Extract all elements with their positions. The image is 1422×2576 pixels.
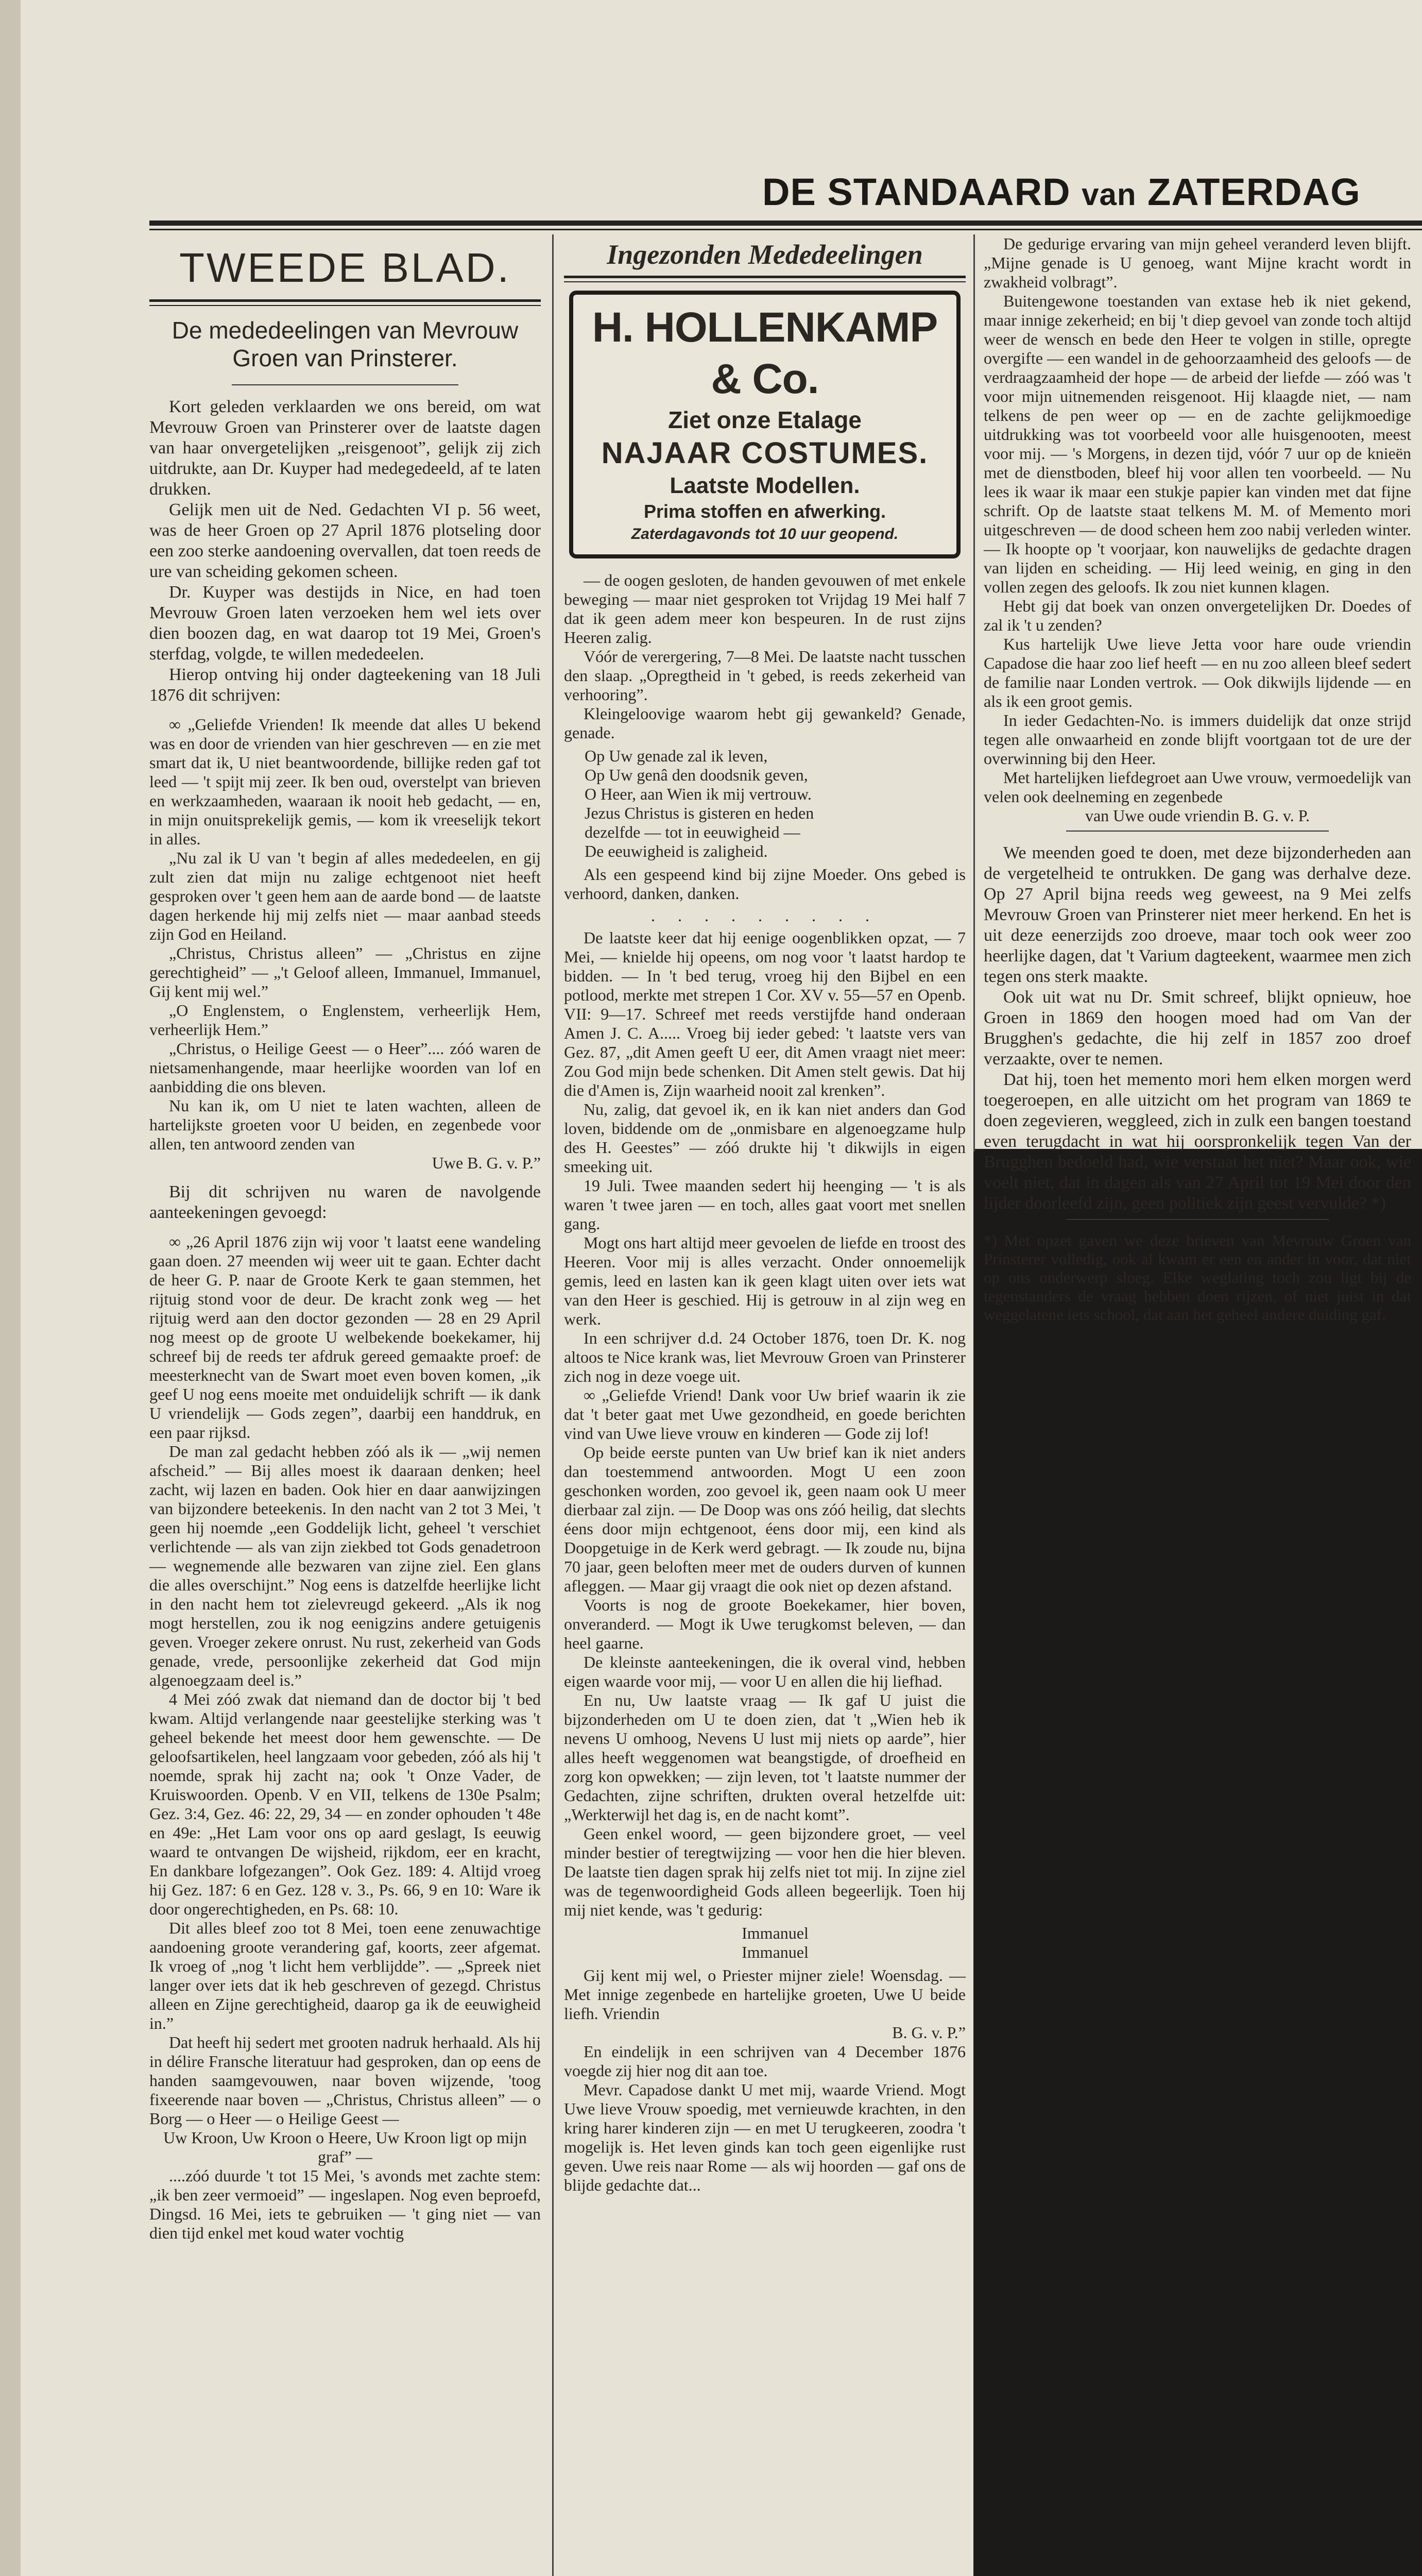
paragraph: Gelijk men uit de Ned. Gedachten VI p. 56 weet, was de heer Groen op 27 April 1876 plotseling door een zoo sterke aandoening overvallen, dat toen reeds de ure van scheiding gekomen scheen.: [149, 500, 541, 581]
masthead-day: ZATERDAG: [1147, 171, 1361, 213]
paragraph: Gij kent mij wel, o Priester mijner ziele! Woensdag. — Met innige zegenbede en hartelijke groeten, Uwe U beide liefh. Vriendin: [564, 1966, 966, 2023]
paragraph: ∞ „Geliefde Vriend! Dank voor Uw brief waarin ik zie dat 't beter gaat met Uwe gezondheid, en goede berichten vind van Uwe lieve vrouw en kinderen — Gode zij lof!: [564, 1386, 966, 1443]
paragraph: Bij dit schrijven nu waren de navolgende aanteekeningen gevoegd:: [149, 1182, 541, 1222]
section-rule: [149, 299, 541, 306]
ad-line: NAJAAR COSTUMES.: [601, 436, 929, 470]
paragraph: En eindelijk in een schrijven van 4 December 1876 voegde zij hier nog dit aan toe.: [564, 2042, 966, 2080]
article-column-3: [984, 234, 1411, 1324]
notes-paragraph: De man zal gedacht hebben zóó als ik — „wij nemen afscheid.” — Bij alles moest ik daaraan denken; heel zacht, wij lazen en baden. Ook hier en daar aanwijzingen van bijzondere beteekenis. In den nacht van 2 tot 3 Mei, 't geen hij noemde „een Goddelijk licht, geheel 't verschiet verlichtende — als van zijn ziekbed tot Gods genadetroon — wegnemende alle bezwaren van zijne ziel. Een glans die alles overschijnt.” Nog eens is datzelfde heerlijke licht in den nacht hem tot zielevreugd gekeerd. „Als ik nog mogt herstellen, zou ik nog eenigzins andere getuigenis geven. Vroeger zekere onrust. Nu rust, zekerheid van Gods genade, vrede, persoonlijke zekerheid dat God mijn algenoegzaam deel is.”: [149, 1442, 541, 1689]
paragraph: De gedurige ervaring van mijn geheel veranderd leven blijft. „Mijne genade is U genoeg, want Mijne kracht wordt in zwakheid volbragt”.: [984, 234, 1411, 291]
paragraph: Ook uit wat nu Dr. Smit schreef, blijkt opnieuw, hoe Groen in 1869 den hoogen moed had om Van der Brugghen's gedachte, die hij zelf in 1857 zoo droef verzaakte, over te nemen.: [984, 988, 1411, 1069]
footnote-rule: [1066, 1219, 1329, 1220]
article-column-1: [149, 234, 541, 2576]
letter-signature: B. G. v. P.”: [892, 2023, 966, 2042]
top-rule-thin: [149, 229, 1422, 230]
ad-firm-name: H. HOLLENKAMP & Co.: [592, 304, 938, 402]
paragraph: 19 Juli. Twee maanden sedert hij heenging — 't is als waren 't twee jaren — en toch, alles gaat voort met snellen gang.: [564, 1176, 966, 1233]
notes-block: [149, 1232, 541, 2243]
ad-section-header: Ingezonden Mededeelingen: [607, 239, 923, 270]
paragraph: Kus hartelijk Uwe lieve Jetta voor hare oude vriendin Capadose die haar zoo lief heeft — en nu zoo alleen bleef sedert de familie naar Londen vertrok. — Ook dikwijls lijdende — en als ik een groot gemis.: [984, 635, 1411, 710]
letter-signature: van Uwe oude vriendin B. G. v. P.: [1085, 806, 1310, 825]
ad-line: Prima stoffen en afwerking.: [643, 501, 886, 522]
letter-paragraph: Nu kan ik, om U niet te laten wachten, alleen de hartelijkste groeten voor U beiden, en zegenbede voor allen, ten antwoord zenden van: [149, 1096, 541, 1153]
continued-text: [564, 571, 966, 2195]
poem-line: dezelfde — tot in eeuwigheid —: [585, 823, 800, 841]
letter-paragraph: „Nu zal ik U van 't begin af alles mededeelen, en gij zult zien dat mijn nu zalige echtgenoot niet heeft gesproken over 't geen hem aan de aarde bond — de laatste dagen herkende hij mij zelfs niet — maar aanbad steeds zijn God en Heiland.: [149, 849, 541, 943]
notes-paragraph: Dat heeft hij sedert met grooten nadruk herhaald. Als hij in délire Fransche literatuur had gesproken, dan op eens de handen saamgevouwen, naar boven wijzende, 'toog fixeerende naar boven — „Christus, Christus alleen” — o Borg — o Heer — o Heilige Geest —: [149, 2033, 541, 2128]
poem-line: Op Uw genade zal ik leven,: [585, 747, 768, 765]
paragraph: Mogt ons hart altijd meer gevoelen de liefde en troost des Heeren. Voor mij is alles verzacht. Onder onnoemelijk gemis, leed en lasten kan ik geen klagt uiten over iets wat van den Heer is geschied. Hij is getrouw in al zijn weg en werk.: [564, 1233, 966, 1328]
paragraph: Kort geleden verklaarden we ons bereid, om wat Mevrouw Groen van Prinsterer over de laatste dagen van haar onvergetelijken „reisgenoot”, gelijk zij zich uitdrukte, aan Dr. Kuyper had medegedeeld, af te laten drukken.: [149, 397, 541, 499]
letter-paragraph: ∞ „Geliefde Vrienden! Ik meende dat alles U bekend was en door de vrienden van hier geschreven — en zie met smart dat ik, U niet beantwoordende, billijke reden gaf tot leed — 't spijt mij zeer. Ik ben oud, overstelpt van brieven en werkzaamheden, waaraan ik nooit heb gedacht, — en, in mijn onuitsprekelijk gemis, — kom ik vreeselijk tekort in alles.: [149, 715, 541, 848]
notes-paragraph: Dit alles bleef zoo tot 8 Mei, toen eene zenuwachtige aandoening groote verandering gaf, koorts, zeer afgemat. Ik vroeg of „nog 't licht hem verblijdde”. — „Spreek niet langer over iets dat ik heb geschreven of gezegd. Christus alleen en Zijne gerechtigheid, daarop ga ik de eeuwigheid in.”: [149, 1919, 541, 2032]
letter-signature: Uwe B. G. v. P.”: [432, 1154, 541, 1172]
ad-line: Laatste Modellen.: [670, 473, 860, 498]
poem-line: Jezus Christus is gisteren en heden: [585, 804, 814, 822]
paragraph: Met hartelijken liefdegroet aan Uwe vrouw, vermoedelijk van velen ook deelneming en zegenbede: [984, 768, 1411, 806]
footnote: *) Met opzet gaven we deze brieven van Mevrouw Groen van Prinsterer volledig, ook al kwam er een en ander in voor, dat niet op ons onderwerp sloeg. Elke weglating toch zou ligt bij de tegenstanders de vraag hebben doen rijzen, of niet juist in dat weggelatene iets school, dat aan het geheel andere duiding gaf.: [984, 1231, 1411, 1324]
paragraph: Vóór de verergering, 7—8 Mei. De laatste nacht tusschen den slaap. „Opregtheid in 't gebed, is reeds zekerheid van verhooring”.: [564, 647, 966, 704]
dotted-separator: . . . . . . . . .: [651, 906, 879, 925]
paragraph: Kleingeloovige waarom hebt gij gewankeld? Genade, genade.: [564, 704, 966, 742]
paragraph: We meenden goed te doen, met deze bijzonderheden aan de vergetelheid te ontrukken. De gang was derhalve deze. Op 27 April bijna reeds weg geweest, na 9 Mei zelfs Mevrouw Groen van Prinsterer niet meer herkend. En het is uit deze eenerzijds zoo droeve, maar toch ook weer zoo heerlijke dagen, dat 't Varium dagteekent, waarmee men zich tegen ons sterk maakte.: [984, 843, 1411, 986]
verse: Uw Kroon, Uw Kroon o Heere, Uw Kroon ligt op mijn graf” —: [163, 2128, 527, 2166]
paragraph: Nu, zalig, dat gevoel ik, en ik kan niet anders dan God loven, biddende om de „onmisbare en algenoegzame hulp des H. Geestes” — zóó drukte hij 't dikwijls in eigen smeeking uit.: [564, 1100, 966, 1176]
top-rule: [149, 221, 1422, 226]
paragraph: Buitengewone toestanden van extase heb ik niet gekend, maar innige zekerheid; en bij 't diep gevoel van zonde toch altijd weer de wensch en bede den Heer te volgen in stille, opregte overgifte — een wandel in de gehoorzaamheid des geloofs — de verdraagzaamheid der hope — de arbeid der liefde — zóó was 't voor mijn uitnemenden reisgenoot. Hij klaagde niet, — nam telkens de pen weer op — en de zachte gelijkmoedige uitdrukking was tot voorbeeld voor alle huisgenooten, meest voor mij. — 's Morgens, in dezen tijd, vóór 7 uur op de knieën met de dienstboden, bleef hij voor allen ten voorbeeld. — Nu lees ik waar ik maar een stukje papier kan vinden met dat fijne schrift. Op de laatste staat telkens M. M. of Memento mori uitgeschreven — de dood scheen hem zoo nabij verleden winter. — Ik hoopte op 't voorjaar, kon nauwelijks de gedachte dragen van lijden en scheiding. — Hij leed weinig, en ging in den vollen zegen des geloofs. Ik zou niet kunnen klagen.: [984, 292, 1411, 596]
masthead: [762, 170, 1422, 227]
poem: [585, 747, 966, 861]
letter-paragraph: „Christus, o Heilige Geest — o Heer”.... zóó waren de nietsamenhangende, maar heerlijke woorden van lof en aanbidding die ons bleven.: [149, 1039, 541, 1096]
letter-block: [149, 715, 541, 1173]
letter-paragraph: „Christus, Christus alleen” — „Christus en zijne gerechtigheid” — „'t Geloof alleen, Immanuel, Immanuel, Gij kent mij wel.”: [149, 944, 541, 1001]
advertisement: [569, 291, 961, 558]
paragraph: Op beide eerste punten van Uw brief kan ik niet anders dan toestemmend antwoorden. Mogt U een zoon geschonken worden, zoo gevoel ik, geen naam ook U meer dierbaar zal zijn. — De Doop was ons zóó heilig, dat slechts éens door mijn echtgenoot, éens door mij, een kind als Doopgetuige in de Kerk werd gebragt. — Ik zoude nu, bijna 70 jaar, geen beloften meer met de ouders durven of kunnen afleggen. — Maar gij vraagt die ook niet op dezen afstand.: [564, 1443, 966, 1595]
paragraph: In een schrijver d.d. 24 October 1876, toen Dr. K. nog altoos te Nice krank was, liet Mevrouw Groen van Prinsterer zich nog in deze voege uit.: [564, 1329, 966, 1385]
notes-paragraph: 4 Mei zóó zwak dat niemand dan de doctor bij 't bed kwam. Altijd verlangende naar geestelijke sterking was 't geheel bekende het meest door hem gewenschte. — De geloofsartikelen, heel langzaam voor gebeden, zóó als hij 't noemde, sprak hij zacht na; ook 't Onze Vader, de Kruiswoorden. Openb. V en VII, telkens de 130e Psalm; Gez. 3:4, Gez. 46: 22, 29, 34 — en zonder ophouden 't 48e en 49e: „Het Lam voor ons op aard geslagt, Is eeuwig waard te ontvangen De wijsheid, rijkdom, eer en kracht, En dankbare lofgezangen”. Ook Gez. 189: 4. Altijd vroeg hij Gez. 187: 6 en Gez. 128 v. 3., Ps. 66, 9 en 10: Ware ik door ongerechtigheden, en Ps. 68: 10.: [149, 1690, 541, 1918]
paragraph: — de oogen gesloten, de handen gevouwen of met enkele beweging — maar niet gesproken tot Vrijdag 19 Mei half 7 dat ik geen adem meer kon bespeuren. In de rust zijns Heeren zalig.: [564, 571, 966, 647]
article-headline: De mededeelingen van Mevrouw Groen van Prinsterer.: [172, 317, 519, 371]
masthead-van: van: [1082, 177, 1137, 212]
paragraph: Dr. Kuyper was destijds in Nice, en had toen Mevrouw Groen laten verzoeken hem wel iets over dien boozen dag, en wat daarop tot 19 Mei, Groen's sterfdag, volgde, te willen mededeelen.: [149, 583, 541, 664]
continued-text: [984, 234, 1411, 825]
masthead-title: DE STANDAARD: [762, 171, 1071, 213]
notes-paragraph: ∞ „26 April 1876 zijn wij voor 't laatst eene wandeling gaan doen. 27 meenden wij weer uit te gaan. Echter dacht de heer G. P. naar de Groote Kerk te gaan stemmen, het rijtuig stond voor de deur. De kracht zonk weg — het rijtuig werd aan den doctor gezonden — 28 en 29 April nog meest op de groote U welbekende boekekamer, hij schreef bij de reeds ter afdruk gereed gemaakte proef: de meesterknecht van de Swart moet even boven komen, „ik geef U nog eens moeite met onduidelijk schrift — ik dank U vriendelijk — Gods zegen”, daarbij een handdruk, en een paar rijksd.: [149, 1232, 541, 1442]
paragraph: Als een gespeend kind bij zijne Moeder. Ons gebed is verhoord, danken, danken.: [564, 865, 966, 903]
column-separator: [973, 234, 975, 1151]
section-rule: [564, 276, 966, 282]
column-separator: [552, 234, 554, 2576]
paragraph: Voorts is nog de groote Boekekamer, hier boven, onveranderd. — Mogt ik Uwe terugkomst beleven, — dan heel gaarne.: [564, 1596, 966, 1652]
paragraph: De kleinste aanteekeningen, die ik overal vind, hebben eigen waarde voor mij, — voor U en allen die hij liefhad.: [564, 1653, 966, 1690]
paragraph: In ieder Gedachten-No. is immers duidelijk dat onze strijd tegen alle onwaarheid en zonde blijft voortgaan tot de ure der overwinning bij den Heer.: [984, 711, 1411, 768]
paragraph: Hebt gij dat boek van onzen onvergetelijken Dr. Doedes of zal ik 't u zenden?: [984, 597, 1411, 634]
paragraph: De laatste keer dat hij eenige oogenblikken opzat, — 7 Mei, — knielde hij opeens, om nog voor 't laatst hardop te bidden. — In 't bed terug, vroeg hij den Bijbel en een potlood, merkte met strepen 1 Cor. XV v. 55—57 en Openb. VII: 9—17. Schreef met reeds verstijfde hand onderaan Amen J. C. A..... Vroeg bij ieder gebed: 't laatste vers van Gez. 87, „dit Amen geeft U eer, dit Amen vraagt niet meer: Zou God mijn bede schenken. Dit Amen stelt gewis. Dat hij die d'Amen is, Zijn waarheid nooit zal krenken”.: [564, 928, 966, 1099]
poem: [585, 1924, 966, 1962]
poem-line: Op Uw genâ den doodsnik geven,: [585, 766, 808, 784]
poem-line: Immanuel: [742, 1924, 809, 1942]
paragraph: En nu, Uw laatste vraag — Ik gaf U juist die bijzonderheden om U te doen zien, dat 't „Wien heb ik nevens U omhoog, Nevens U lust mij niets op aarde”, hier alles heeft weggenomen wat beangstigde, of droefheid en zorg kon opwekken; — zijn leven, tot 't laatste nummer der Gedachten, zijne schriften, drukten overal hetzelfde uit: „Werkterwijl het dag is, en de nacht komt”.: [564, 1691, 966, 1824]
paragraph: Mevr. Capadose dankt U met mij, waarde Vriend. Mogt Uwe lieve Vrouw spoedig, met vernieuwde krachten, in den kring harer kinderen zijn — en met U terugkeeren, zoodra 't mogelijk is. Het leven ginds kan toch geen eigenlijke rust geven. Uwe reis naar Rome — als wij hoorden — gaf ons de blijde gedachte dat...: [564, 2080, 966, 2194]
letter-paragraph: „O Englenstem, o Englenstem, verheerlijk Hem, verheerlijk Hem.”: [149, 1001, 541, 1039]
paragraph: Hierop ontving hij onder dagteekening van 18 Juli 1876 dit schrijven:: [149, 665, 541, 705]
poem-line: Immanuel: [742, 1943, 809, 1961]
poem-line: O Heer, aan Wien ik mij vertrouw.: [585, 785, 812, 803]
section-title: TWEEDE BLAD.: [179, 245, 511, 291]
dark-background-area: [973, 1149, 1422, 2576]
ad-line: Ziet onze Etalage: [668, 406, 862, 433]
paragraph-rule: [1066, 831, 1329, 832]
ad-line: Zaterdagavonds tot 10 uur geopend.: [631, 526, 899, 543]
poem-line: De eeuwigheid is zaligheid.: [585, 842, 768, 860]
paragraph: Geen enkel woord, — geen bijzondere groet, — veel minder bestier of teregtwijzing — voor hen die hier bleven. De laatste tien dagen sprak hij zelfs niet tot mij. In zijne ziel was de tegenwoordigheid Gods alleen begeerlijk. Toen hij mij niet kende, was 't gedurig:: [564, 1824, 966, 1919]
headline-rule: [232, 384, 458, 385]
article-column-2: [564, 234, 966, 2576]
notes-paragraph: ....zóó duurde 't tot 15 Mei, 's avonds met zachte stem: „ik ben zeer vermoeid” — ingeslapen. Nog even beproefd, Dingsd. 16 Mei, iets te gebruiken — 't ging niet — van dien tijd enkel met koud water vochtig: [149, 2166, 541, 2242]
paragraph: Dat hij, toen het memento mori hem elken morgen werd toegeroepen, en alle uitzicht om het program van 1869 te doen zegevieren, weggleed, zich in zulk een bangen toestand even terugdacht in wat hij oorspronkelijk tegen Van der Brugghen bedoeld had, wie verstaat het niet? Maar ook, wie voelt niet, dat in dagen als van 27 April tot 19 Mei door den lijder doorleefd zijn, geen politiek zijn geest vervulde? *): [984, 1070, 1411, 1213]
